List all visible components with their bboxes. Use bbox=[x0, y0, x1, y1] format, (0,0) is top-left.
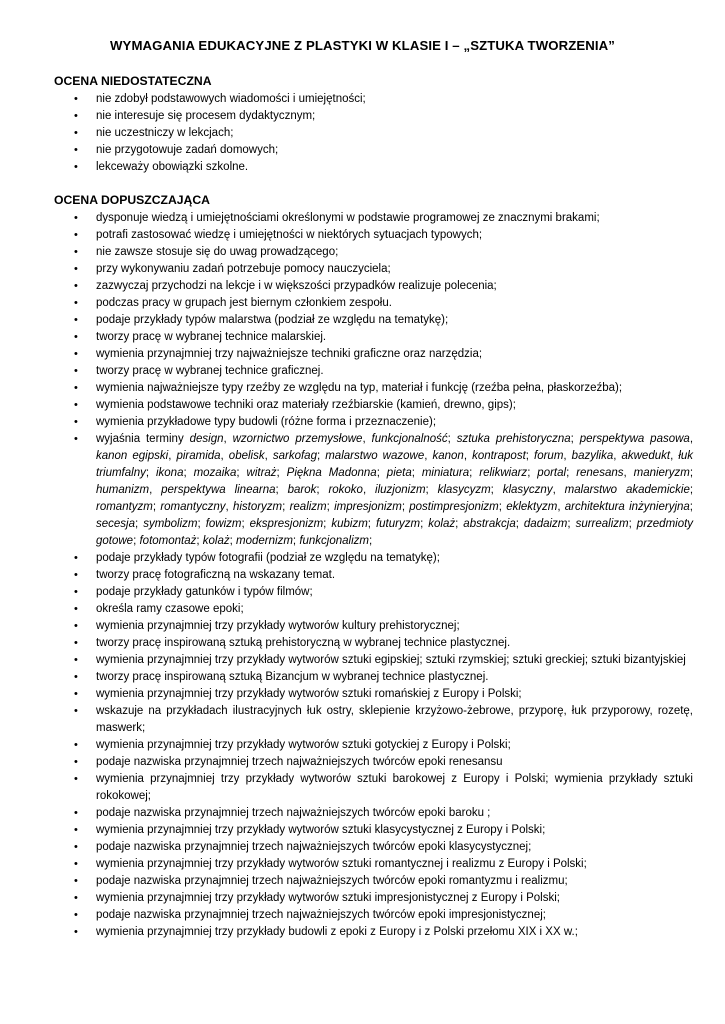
bullet-icon: • bbox=[74, 705, 78, 717]
bullet-icon: • bbox=[74, 416, 78, 428]
term-separator: ; bbox=[401, 501, 410, 513]
list-item-text: podaje przykłady typów malarstwa (podział ze względu na tematykę); bbox=[96, 314, 449, 326]
list-item bbox=[0, 924, 725, 941]
bullet-icon: • bbox=[74, 926, 78, 938]
term-separator: ; bbox=[367, 518, 376, 530]
term: przedmioty gotowe bbox=[96, 518, 694, 547]
list-item-terms bbox=[0, 431, 725, 550]
list-item bbox=[0, 601, 725, 618]
bullet-icon: • bbox=[74, 212, 78, 224]
term-separator: ; bbox=[498, 501, 507, 513]
term: architektura inżynieryjna bbox=[564, 501, 690, 513]
list-item-text: tworzy pracę fotograficzną na wskazany temat. bbox=[96, 569, 336, 581]
list-item-text: tworzy pracę inspirowaną sztuką prehistoryczną w wybranej technice plastycznej. bbox=[96, 637, 511, 649]
list-item bbox=[0, 618, 725, 635]
list-item-text: podczas pracy w grupach jest biernym członkiem zespołu. bbox=[96, 297, 392, 309]
term: fotomontaż bbox=[139, 535, 197, 547]
term: futuryzm bbox=[375, 518, 421, 530]
term: sztuka prehistoryczna bbox=[456, 433, 571, 445]
list-item bbox=[0, 635, 725, 652]
bullet-icon: • bbox=[74, 297, 78, 309]
term: rokoko bbox=[328, 484, 363, 496]
term-separator: ; bbox=[145, 467, 156, 479]
list-item bbox=[0, 159, 725, 176]
term: ekspresjonizm bbox=[249, 518, 324, 530]
term: fowizm bbox=[205, 518, 242, 530]
bullet-icon: • bbox=[74, 637, 78, 649]
term: sarkofag bbox=[272, 450, 317, 462]
term: Piękna Madonna bbox=[286, 467, 377, 479]
list-item bbox=[0, 737, 725, 754]
term: portal bbox=[537, 467, 567, 479]
bullet-icon: • bbox=[74, 603, 78, 615]
term: romantyzm bbox=[96, 501, 153, 513]
list-item bbox=[0, 108, 725, 125]
list-item bbox=[0, 346, 725, 363]
term: perspektywa linearna bbox=[161, 484, 276, 496]
term-separator: , bbox=[689, 433, 694, 445]
list-item-text: wymienia przynajmniej trzy przykłady wytworów sztuki impresjonistycznej z Europy i Polski; bbox=[96, 892, 560, 904]
list-item-text: nie uczestniczy w lekcjach; bbox=[96, 127, 234, 139]
list-item bbox=[0, 873, 725, 890]
bullet-icon: • bbox=[74, 110, 78, 122]
list-item-text: wymienia przynajmniej trzy przykłady wytworów sztuki klasycystycznej z Europy i Polski; bbox=[96, 824, 546, 836]
term: malarstwo akademickie bbox=[564, 484, 690, 496]
list-item-text: nie zdobył podstawowych wiadomości i umiejętności; bbox=[96, 93, 366, 105]
term: abstrakcja bbox=[463, 518, 516, 530]
list-item bbox=[0, 414, 725, 431]
term: forum bbox=[534, 450, 564, 462]
list-item bbox=[0, 754, 725, 771]
list-item bbox=[0, 363, 725, 380]
list-item bbox=[0, 652, 725, 669]
term: miniatura bbox=[421, 467, 470, 479]
term-separator: ; bbox=[196, 535, 203, 547]
term-separator: ; bbox=[490, 484, 503, 496]
bullet-icon: • bbox=[74, 841, 78, 853]
bullet-icon: • bbox=[74, 382, 78, 394]
bullet-icon: • bbox=[74, 858, 78, 870]
list-item-text: wymienia przynajmniej trzy najważniejsze techniki graficzne oraz narzędzia; bbox=[96, 348, 483, 360]
term-separator: ; bbox=[425, 484, 438, 496]
term: iluzjonizm bbox=[375, 484, 426, 496]
term-separator: , bbox=[223, 433, 233, 445]
term: kolaż bbox=[202, 535, 230, 547]
term: klasycyzm bbox=[437, 484, 491, 496]
term: symbolizm bbox=[143, 518, 198, 530]
term-separator: ; bbox=[197, 518, 206, 530]
term: akwedukt bbox=[621, 450, 671, 462]
term-separator: ; bbox=[133, 535, 140, 547]
term: impresjonizm bbox=[334, 501, 402, 513]
bullet-icon: • bbox=[74, 824, 78, 836]
term-separator: ; bbox=[469, 467, 480, 479]
list-item-text: przy wykonywaniu zadań potrzebuje pomocy nauczyciela; bbox=[96, 263, 391, 275]
term-separator: ; bbox=[525, 450, 535, 462]
list-item bbox=[0, 142, 725, 159]
bullet-icon: • bbox=[74, 739, 78, 751]
term: kontrapost bbox=[472, 450, 526, 462]
term-separator: ; bbox=[276, 467, 287, 479]
term: ikona bbox=[155, 467, 184, 479]
term-separator: ; bbox=[376, 467, 387, 479]
term: realizm bbox=[289, 501, 327, 513]
term-separator: ; bbox=[628, 518, 637, 530]
list-item-text: podaje nazwiska przynajmniej trzech najważniejszych twórców epoki romantyzmu i realizmu; bbox=[96, 875, 568, 887]
term: bazylika bbox=[571, 450, 614, 462]
list-item-text: podaje przykłady gatunków i typów filmów; bbox=[96, 586, 313, 598]
term-separator: , bbox=[168, 450, 177, 462]
term-separator: ; bbox=[316, 450, 326, 462]
bullet-icon: • bbox=[74, 875, 78, 887]
term-separator: ; bbox=[420, 518, 429, 530]
bullet-icon: • bbox=[74, 654, 78, 666]
list-item-text: tworzy pracę w wybranej technice malarskiej. bbox=[96, 331, 327, 343]
bullet-icon: • bbox=[74, 433, 78, 445]
term-separator: ; bbox=[455, 518, 464, 530]
term-separator: ; bbox=[527, 467, 538, 479]
list-item-text: tworzy pracę inspirowaną sztuką Bizancjum w wybranej technice plastycznej. bbox=[96, 671, 489, 683]
document-title: WYMAGANIA EDUKACYJNE Z PLASTYKI W KLASIE I – „SZTUKA TWORZENIA” bbox=[110, 38, 615, 53]
term-separator: , bbox=[424, 450, 433, 462]
term: secesja bbox=[96, 518, 135, 530]
list-item bbox=[0, 380, 725, 397]
term: modernizm bbox=[236, 535, 293, 547]
list-item bbox=[0, 805, 725, 822]
bullet-icon: • bbox=[74, 892, 78, 904]
list-item-text: wymienia podstawowe techniki oraz materiały rzeźbiarskie (kamień, drewno, gips); bbox=[96, 399, 516, 411]
bullet-icon: • bbox=[74, 807, 78, 819]
list-item-text: nie zawsze stosuje się do uwag prowadzącego; bbox=[96, 246, 339, 258]
list-item-text: wymienia przynajmniej trzy przykłady wytworów sztuki romantycznej i realizmu z Europy i Polski; bbox=[96, 858, 587, 870]
bullet-icon: • bbox=[74, 688, 78, 700]
bullet-icon: • bbox=[74, 127, 78, 139]
list-item-text: podaje nazwiska przynajmniej trzech najważniejszych twórców epoki klasycystycznej; bbox=[96, 841, 532, 853]
term-separator: ; bbox=[282, 501, 290, 513]
list-item-text: wymienia przynajmniej trzy przykłady wytworów sztuki barokowej z Europy i Polski; wymienia przykłady sztuki rokokowej; bbox=[96, 773, 693, 802]
list-item bbox=[0, 669, 725, 686]
term: mozaika bbox=[193, 467, 237, 479]
requirements-list-niedostateczna bbox=[0, 91, 725, 176]
list-item bbox=[0, 822, 725, 839]
list-item-text: podaje nazwiska przynajmniej trzech najważniejszych twórców epoki impresjonistycznej; bbox=[96, 909, 546, 921]
term: kolaż bbox=[428, 518, 456, 530]
term: postimpresjonizm bbox=[409, 501, 499, 513]
term-separator: ; bbox=[411, 467, 422, 479]
term: łuk triumfalny bbox=[96, 450, 694, 479]
term: witraż bbox=[246, 467, 277, 479]
list-item-text: podaje przykłady typów fotografii (podział ze względu na tematykę); bbox=[96, 552, 440, 564]
list-item-text: podaje nazwiska przynajmniej trzech najważniejszych twórców epoki baroku ; bbox=[96, 807, 491, 819]
list-item bbox=[0, 244, 725, 261]
list-item bbox=[0, 839, 725, 856]
list-item-text: wymienia przykładowe typy budowli (różne forma i przeznaczenie); bbox=[96, 416, 437, 428]
list-item bbox=[0, 584, 725, 601]
term-separator: ; bbox=[275, 484, 288, 496]
term-separator: , bbox=[552, 484, 565, 496]
list-item bbox=[0, 210, 725, 227]
term: manieryzm bbox=[633, 467, 690, 479]
list-item bbox=[0, 771, 725, 805]
term: obelisk bbox=[228, 450, 265, 462]
term: wzornictwo przemysłowe bbox=[232, 433, 363, 445]
list-item-text: wymienia przynajmniej trzy przykłady budowli z epoki z Europy i z Polski przełomu XIX i XX w.; bbox=[96, 926, 578, 938]
bullet-icon: • bbox=[74, 365, 78, 377]
term: design bbox=[189, 433, 224, 445]
bullet-icon: • bbox=[74, 161, 78, 173]
list-item-text: wymienia najważniejsze typy rzeźby ze względu na typ, materiał i funkcję (rzeźba pełna, płaskorzeźba); bbox=[96, 382, 623, 394]
bullet-icon: • bbox=[74, 144, 78, 156]
bullet-icon: • bbox=[74, 263, 78, 275]
term: malarstwo wazowe bbox=[325, 450, 425, 462]
term-separator: , bbox=[149, 484, 162, 496]
list-item-text: określa ramy czasowe epoki; bbox=[96, 603, 244, 615]
list-item-text: potrafi zastosować wiedzę i umiejętności w niektórych sytuacjach typowych; bbox=[96, 229, 483, 241]
bullet-icon: • bbox=[74, 348, 78, 360]
list-item-text: dysponuje wiedzą i umiejętnościami określonymi w podstawie programowej ze znacznymi brakami; bbox=[96, 212, 600, 224]
term: funkcjonalność bbox=[371, 433, 448, 445]
term-separator: ; bbox=[447, 433, 457, 445]
term-separator: , bbox=[362, 433, 372, 445]
list-item-text: wymienia przynajmniej trzy przykłady wytworów sztuki gotyckiej z Europy i Polski; bbox=[96, 739, 511, 751]
list-item-text: tworzy pracę w wybranej technice graficznej. bbox=[96, 365, 324, 377]
term: humanizm bbox=[96, 484, 150, 496]
term: piramida bbox=[176, 450, 221, 462]
term-separator: , bbox=[463, 450, 473, 462]
term-separator: , bbox=[557, 501, 565, 513]
term: renesans bbox=[576, 467, 624, 479]
list-item-text: wskazuje na przykładach ilustracyjnych łuk ostry, sklepienie krzyżowo-żebrowe, przyporę, łuk przyporowy, rozetę, maswerk; bbox=[96, 705, 693, 734]
list-item-text: podaje nazwiska przynajmniej trzech najważniejszych twórców epoki renesansu bbox=[96, 756, 503, 768]
section-heading-niedostateczna: OCENA NIEDOSTATECZNA bbox=[54, 74, 212, 88]
bullet-icon: • bbox=[74, 909, 78, 921]
term-separator: ; bbox=[515, 518, 524, 530]
bullet-icon: • bbox=[74, 620, 78, 632]
term: perspektywa pasowa bbox=[579, 433, 690, 445]
term-separator: ; bbox=[567, 518, 576, 530]
section-heading-dopuszczajaca: OCENA DOPUSZCZAJĄCA bbox=[54, 193, 210, 207]
bullet-icon: • bbox=[74, 399, 78, 411]
term: surrealizm bbox=[575, 518, 629, 530]
list-item bbox=[0, 312, 725, 329]
term-separator: , bbox=[225, 501, 233, 513]
term-separator: ; bbox=[689, 484, 694, 496]
list-item-text: nie przygotowuje zadań domowych; bbox=[96, 144, 279, 156]
term-separator: , bbox=[613, 450, 622, 462]
term: pieta bbox=[386, 467, 412, 479]
list-item bbox=[0, 329, 725, 346]
list-item bbox=[0, 278, 725, 295]
term: funkcjonalizm bbox=[299, 535, 369, 547]
list-item bbox=[0, 686, 725, 703]
term-separator: , bbox=[264, 450, 273, 462]
term: kubizm bbox=[331, 518, 368, 530]
term-separator: ; bbox=[183, 467, 194, 479]
list-item bbox=[0, 907, 725, 924]
term: klasyczny bbox=[502, 484, 553, 496]
term: kanon egipski bbox=[96, 450, 169, 462]
term-separator: ; bbox=[152, 501, 161, 513]
bullet-icon: • bbox=[74, 280, 78, 292]
list-item-text: wymienia przynajmniej trzy przykłady wytworów sztuki romańskiej z Europy i Polski; bbox=[96, 688, 522, 700]
term-separator: , bbox=[362, 484, 376, 496]
term-separator: , bbox=[220, 450, 229, 462]
term: barok bbox=[287, 484, 317, 496]
list-item bbox=[0, 227, 725, 244]
term-separator: , bbox=[623, 467, 634, 479]
term-separator: ; bbox=[689, 467, 694, 479]
terms-intro: wyjaśnia terminy bbox=[96, 433, 190, 445]
list-item bbox=[0, 703, 725, 737]
requirements-list-dopuszczajaca bbox=[0, 210, 725, 941]
bullet-icon: • bbox=[74, 586, 78, 598]
term: dadaizm bbox=[523, 518, 568, 530]
list-item-text: zazwyczaj przychodzi na lekcje i w większości przypadków realizuje polecenia; bbox=[96, 280, 497, 292]
bullet-icon: • bbox=[74, 756, 78, 768]
term-separator: ; bbox=[323, 518, 332, 530]
term-separator: ; bbox=[316, 484, 329, 496]
bullet-icon: • bbox=[74, 229, 78, 241]
list-item-text: wymienia przynajmniej trzy przykłady wytworów sztuki egipskiej; sztuki rzymskiej; sztuki greckiej; sztuki bizantyjskiej bbox=[96, 654, 686, 666]
term: kanon bbox=[432, 450, 464, 462]
term-separator: ; bbox=[566, 467, 577, 479]
bullet-icon: • bbox=[74, 773, 78, 785]
list-item bbox=[0, 397, 725, 414]
list-item bbox=[0, 550, 725, 567]
list-item-text: lekceważy obowiązki szkolne. bbox=[96, 161, 249, 173]
term: eklektyzm bbox=[506, 501, 558, 513]
bullet-icon: • bbox=[74, 569, 78, 581]
term-separator: ; bbox=[236, 467, 247, 479]
term-separator: ; bbox=[326, 501, 335, 513]
bullet-icon: • bbox=[74, 671, 78, 683]
term-separator: ; bbox=[135, 518, 144, 530]
bullet-icon: • bbox=[74, 552, 78, 564]
term: romantyczny bbox=[160, 501, 226, 513]
list-item bbox=[0, 91, 725, 108]
term-separator: ; bbox=[368, 535, 373, 547]
list-item bbox=[0, 295, 725, 312]
list-item bbox=[0, 567, 725, 584]
term-separator: , bbox=[670, 450, 679, 462]
bullet-icon: • bbox=[74, 246, 78, 258]
term-separator: ; bbox=[689, 501, 693, 513]
list-item bbox=[0, 856, 725, 873]
list-item-text: nie interesuje się procesem dydaktycznym; bbox=[96, 110, 316, 122]
term-separator: , bbox=[563, 450, 572, 462]
list-item bbox=[0, 890, 725, 907]
term-separator: ; bbox=[241, 518, 250, 530]
term-separator: ; bbox=[570, 433, 580, 445]
list-item-text: wymienia przynajmniej trzy przykłady wytworów kultury prehistorycznej; bbox=[96, 620, 460, 632]
term-separator: ; bbox=[229, 535, 237, 547]
bullet-icon: • bbox=[74, 314, 78, 326]
term-separator: ; bbox=[292, 535, 300, 547]
term: historyzm bbox=[232, 501, 283, 513]
term: relikwiarz bbox=[479, 467, 528, 479]
bullet-icon: • bbox=[74, 331, 78, 343]
list-item bbox=[0, 261, 725, 278]
list-item bbox=[0, 125, 725, 142]
bullet-icon: • bbox=[74, 93, 78, 105]
